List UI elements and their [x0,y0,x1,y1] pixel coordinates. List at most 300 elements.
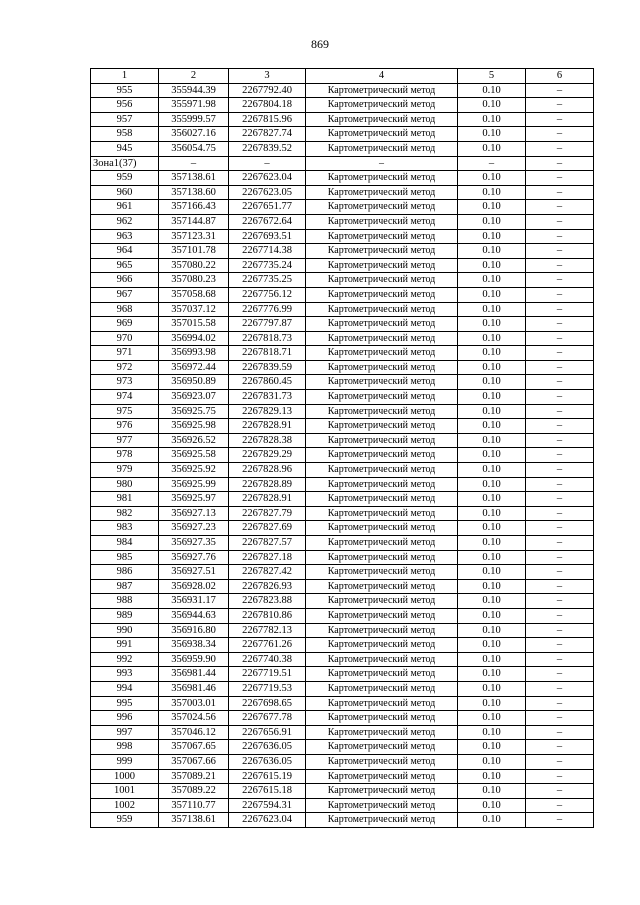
table-row [91,317,594,332]
accuracy-cell: 0.10 [458,608,526,623]
table-row [91,156,594,171]
point-number-cell: 969 [91,317,159,332]
x-coordinate-cell: 356994.02 [159,331,229,346]
x-coordinate-cell: 357080.22 [159,258,229,273]
accuracy-cell: 0.10 [458,404,526,419]
y-coordinate-cell: 2267677.78 [229,711,306,726]
header-cell: 2 [159,69,229,84]
y-coordinate-cell: 2267594.31 [229,798,306,813]
x-coordinate-cell: 356054.75 [159,141,229,156]
x-coordinate-cell: 355971.98 [159,98,229,113]
note-cell: – [526,784,594,799]
point-number-cell: 963 [91,229,159,244]
point-number-cell: 999 [91,754,159,769]
point-number-cell: 987 [91,579,159,594]
accuracy-cell: 0.10 [458,536,526,551]
note-cell: – [526,273,594,288]
accuracy-cell: 0.10 [458,287,526,302]
table-row [91,404,594,419]
note-cell: – [526,594,594,609]
point-number-cell: 968 [91,302,159,317]
accuracy-cell: 0.10 [458,754,526,769]
x-coordinate-cell: 356981.46 [159,681,229,696]
x-coordinate-cell: 355944.39 [159,83,229,98]
accuracy-cell: 0.10 [458,302,526,317]
note-cell: – [526,244,594,259]
x-coordinate-cell: 356925.92 [159,463,229,478]
y-coordinate-cell: 2267810.86 [229,608,306,623]
accuracy-cell: 0.10 [458,200,526,215]
method-cell: Картометрический метод [306,565,458,580]
point-number-cell: 957 [91,112,159,127]
point-number-cell: 974 [91,390,159,405]
x-coordinate-cell: 356925.98 [159,419,229,434]
table-row [91,477,594,492]
y-coordinate-cell: 2267827.42 [229,565,306,580]
method-cell: Картометрический метод [306,769,458,784]
note-cell: – [526,127,594,142]
method-cell: Картометрический метод [306,346,458,361]
table-row [91,258,594,273]
accuracy-cell: 0.10 [458,448,526,463]
table-row [91,521,594,536]
point-number-cell: 975 [91,404,159,419]
x-coordinate-cell: 357101.78 [159,244,229,259]
point-number-cell: 955 [91,83,159,98]
x-coordinate-cell: 357110.77 [159,798,229,813]
x-coordinate-cell: 357080.23 [159,273,229,288]
page-number: 869 [311,37,329,51]
point-number-cell: 991 [91,638,159,653]
method-cell: Картометрический метод [306,185,458,200]
accuracy-cell: 0.10 [458,141,526,156]
accuracy-cell: 0.10 [458,725,526,740]
accuracy-cell: 0.10 [458,638,526,653]
y-coordinate-cell: 2267719.51 [229,667,306,682]
point-number-cell: 990 [91,623,159,638]
table-row [91,244,594,259]
accuracy-cell: 0.10 [458,652,526,667]
method-cell: Картометрический метод [306,258,458,273]
y-coordinate-cell: 2267623.04 [229,813,306,828]
table-row [91,681,594,696]
y-coordinate-cell: 2267828.91 [229,419,306,434]
method-cell: Картометрический метод [306,433,458,448]
table-row [91,302,594,317]
point-number-cell: 995 [91,696,159,711]
method-cell: Картометрический метод [306,740,458,755]
point-number-cell: 972 [91,360,159,375]
method-cell: Картометрический метод [306,244,458,259]
note-cell: – [526,579,594,594]
x-coordinate-cell: 357037.12 [159,302,229,317]
note-cell: – [526,550,594,565]
note-cell: – [526,463,594,478]
y-coordinate-cell: 2267615.18 [229,784,306,799]
table-row [91,229,594,244]
x-coordinate-cell: 356926.52 [159,433,229,448]
note-cell: – [526,652,594,667]
table-row [91,740,594,755]
accuracy-cell: 0.10 [458,229,526,244]
note-cell: – [526,798,594,813]
table-row [91,798,594,813]
accuracy-cell: 0.10 [458,433,526,448]
note-cell: – [526,521,594,536]
note-cell: – [526,623,594,638]
method-cell: Картометрический метод [306,127,458,142]
note-cell: – [526,681,594,696]
note-cell: – [526,506,594,521]
note-cell: – [526,419,594,434]
y-coordinate-cell: 2267839.59 [229,360,306,375]
point-number-cell: 976 [91,419,159,434]
y-coordinate-cell: 2267827.18 [229,550,306,565]
method-cell: Картометрический метод [306,725,458,740]
x-coordinate-cell: 356927.51 [159,565,229,580]
table-row [91,375,594,390]
note-cell: – [526,229,594,244]
note-cell: – [526,171,594,186]
y-coordinate-cell: 2267615.19 [229,769,306,784]
note-cell: – [526,813,594,828]
accuracy-cell: 0.10 [458,360,526,375]
method-cell: Картометрический метод [306,667,458,682]
table-row [91,273,594,288]
method-cell: Картометрический метод [306,390,458,405]
point-number-cell: 964 [91,244,159,259]
y-coordinate-cell: 2267656.91 [229,725,306,740]
y-coordinate-cell: 2267828.89 [229,477,306,492]
table-row [91,98,594,113]
accuracy-cell: 0.10 [458,375,526,390]
point-number-cell: 1002 [91,798,159,813]
x-coordinate-cell: 357138.60 [159,185,229,200]
point-number-cell: 959 [91,171,159,186]
point-number-cell: 960 [91,185,159,200]
point-number-cell: 958 [91,127,159,142]
x-coordinate-cell: 356927.76 [159,550,229,565]
table-row [91,492,594,507]
accuracy-cell: 0.10 [458,419,526,434]
table-row [91,594,594,609]
x-coordinate-cell: 356925.58 [159,448,229,463]
y-coordinate-cell: 2267714.38 [229,244,306,259]
x-coordinate-cell: – [159,156,229,171]
method-cell: Картометрический метод [306,331,458,346]
y-coordinate-cell: 2267815.96 [229,112,306,127]
method-cell: Картометрический метод [306,287,458,302]
table-row [91,565,594,580]
accuracy-cell: 0.10 [458,565,526,580]
y-coordinate-cell: 2267818.73 [229,331,306,346]
y-coordinate-cell: 2267828.91 [229,492,306,507]
note-cell: – [526,346,594,361]
y-coordinate-cell: 2267782.13 [229,623,306,638]
table-row [91,754,594,769]
point-number-cell: 984 [91,536,159,551]
accuracy-cell: 0.10 [458,244,526,259]
point-number-cell: 988 [91,594,159,609]
table-row [91,214,594,229]
method-cell: Картометрический метод [306,813,458,828]
y-coordinate-cell: 2267860.45 [229,375,306,390]
method-cell: Картометрический метод [306,696,458,711]
point-number-cell: 980 [91,477,159,492]
point-number-cell: 977 [91,433,159,448]
accuracy-cell: 0.10 [458,346,526,361]
accuracy-cell: 0.10 [458,550,526,565]
method-cell: Картометрический метод [306,608,458,623]
accuracy-cell: 0.10 [458,594,526,609]
table-row [91,623,594,638]
accuracy-cell: – [458,156,526,171]
table-row [91,390,594,405]
accuracy-cell: 0.10 [458,112,526,127]
y-coordinate-cell: 2267839.52 [229,141,306,156]
header-cell: 6 [526,69,594,84]
accuracy-cell: 0.10 [458,390,526,405]
method-cell: Картометрический метод [306,754,458,769]
note-cell: – [526,112,594,127]
y-coordinate-cell: 2267776.99 [229,302,306,317]
point-number-cell: 992 [91,652,159,667]
method-cell: Картометрический метод [306,419,458,434]
point-number-cell: 1000 [91,769,159,784]
method-cell: Картометрический метод [306,623,458,638]
accuracy-cell: 0.10 [458,185,526,200]
x-coordinate-cell: 357089.22 [159,784,229,799]
point-number-cell: 982 [91,506,159,521]
table-row [91,127,594,142]
accuracy-cell: 0.10 [458,258,526,273]
x-coordinate-cell: 356981.44 [159,667,229,682]
table-row [91,171,594,186]
table-row [91,112,594,127]
x-coordinate-cell: 356927.13 [159,506,229,521]
point-number-cell: 961 [91,200,159,215]
x-coordinate-cell: 356925.75 [159,404,229,419]
method-cell: Картометрический метод [306,98,458,113]
point-number-cell: 970 [91,331,159,346]
method-cell: Картометрический метод [306,711,458,726]
method-cell: Картометрический метод [306,492,458,507]
accuracy-cell: 0.10 [458,127,526,142]
accuracy-cell: 0.10 [458,740,526,755]
table-row [91,419,594,434]
point-number-cell: 956 [91,98,159,113]
x-coordinate-cell: 357166.43 [159,200,229,215]
method-cell: Картометрический метод [306,536,458,551]
note-cell: – [526,608,594,623]
accuracy-cell: 0.10 [458,98,526,113]
point-number-cell: 998 [91,740,159,755]
point-number-cell: 959 [91,813,159,828]
x-coordinate-cell: 357123.31 [159,229,229,244]
x-coordinate-cell: 356959.90 [159,652,229,667]
table-row [91,536,594,551]
y-coordinate-cell: 2267828.38 [229,433,306,448]
note-cell: – [526,433,594,448]
note-cell: – [526,185,594,200]
method-cell: Картометрический метод [306,681,458,696]
accuracy-cell: 0.10 [458,711,526,726]
method-cell: Картометрический метод [306,229,458,244]
point-number-cell: 965 [91,258,159,273]
method-cell: Картометрический метод [306,200,458,215]
accuracy-cell: 0.10 [458,463,526,478]
note-cell: – [526,360,594,375]
table-row [91,784,594,799]
x-coordinate-cell: 357046.12 [159,725,229,740]
y-coordinate-cell: 2267829.13 [229,404,306,419]
y-coordinate-cell: 2267818.71 [229,346,306,361]
accuracy-cell: 0.10 [458,521,526,536]
note-cell: – [526,258,594,273]
note-cell: – [526,448,594,463]
accuracy-cell: 0.10 [458,171,526,186]
method-cell: Картометрический метод [306,404,458,419]
point-number-cell: 945 [91,141,159,156]
method-cell: Картометрический метод [306,83,458,98]
note-cell: – [526,696,594,711]
method-cell: Картометрический метод [306,784,458,799]
point-number-cell: 978 [91,448,159,463]
method-cell: Картометрический метод [306,638,458,653]
method-cell: Картометрический метод [306,798,458,813]
method-cell: Картометрический метод [306,579,458,594]
y-coordinate-cell: 2267826.93 [229,579,306,594]
accuracy-cell: 0.10 [458,667,526,682]
y-coordinate-cell: 2267735.24 [229,258,306,273]
x-coordinate-cell: 356923.07 [159,390,229,405]
point-number-cell: 971 [91,346,159,361]
x-coordinate-cell: 356925.99 [159,477,229,492]
y-coordinate-cell: 2267735.25 [229,273,306,288]
y-coordinate-cell: 2267719.53 [229,681,306,696]
method-cell: – [306,156,458,171]
method-cell: Картометрический метод [306,594,458,609]
table-row [91,287,594,302]
table-row [91,448,594,463]
x-coordinate-cell: 357067.66 [159,754,229,769]
table-row [91,667,594,682]
y-coordinate-cell: 2267756.12 [229,287,306,302]
note-cell: – [526,83,594,98]
y-coordinate-cell: 2267797.87 [229,317,306,332]
method-cell: Картометрический метод [306,506,458,521]
method-cell: Картометрический метод [306,463,458,478]
accuracy-cell: 0.10 [458,784,526,799]
point-number-cell: 1001 [91,784,159,799]
table-row [91,360,594,375]
table-row [91,638,594,653]
x-coordinate-cell: 356944.63 [159,608,229,623]
point-number-cell: 985 [91,550,159,565]
note-cell: – [526,769,594,784]
table-row [91,185,594,200]
accuracy-cell: 0.10 [458,681,526,696]
x-coordinate-cell: 356993.98 [159,346,229,361]
y-coordinate-cell: 2267792.40 [229,83,306,98]
table-row [91,550,594,565]
y-coordinate-cell: 2267651.77 [229,200,306,215]
accuracy-cell: 0.10 [458,273,526,288]
point-number-cell: 986 [91,565,159,580]
note-cell: – [526,390,594,405]
point-number-cell: Зона1(37) [91,156,159,171]
y-coordinate-cell: 2267831.73 [229,390,306,405]
method-cell: Картометрический метод [306,521,458,536]
accuracy-cell: 0.10 [458,317,526,332]
y-coordinate-cell: 2267761.26 [229,638,306,653]
point-number-cell: 973 [91,375,159,390]
accuracy-cell: 0.10 [458,214,526,229]
point-number-cell: 966 [91,273,159,288]
accuracy-cell: 0.10 [458,492,526,507]
x-coordinate-cell: 356950.89 [159,375,229,390]
note-cell: – [526,375,594,390]
note-cell: – [526,302,594,317]
method-cell: Картометрический метод [306,360,458,375]
table-row [91,711,594,726]
accuracy-cell: 0.10 [458,769,526,784]
table-row [91,769,594,784]
x-coordinate-cell: 357138.61 [159,813,229,828]
method-cell: Картометрический метод [306,273,458,288]
y-coordinate-cell: 2267623.04 [229,171,306,186]
y-coordinate-cell: 2267804.18 [229,98,306,113]
x-coordinate-cell: 357015.58 [159,317,229,332]
point-number-cell: 981 [91,492,159,507]
table-row [91,813,594,828]
note-cell: – [526,536,594,551]
y-coordinate-cell: 2267827.57 [229,536,306,551]
note-cell: – [526,638,594,653]
table-row [91,83,594,98]
note-cell: – [526,725,594,740]
point-number-cell: 997 [91,725,159,740]
method-cell: Картометрический метод [306,375,458,390]
note-cell: – [526,667,594,682]
point-number-cell: 996 [91,711,159,726]
y-coordinate-cell: 2267636.05 [229,754,306,769]
x-coordinate-cell: 357003.01 [159,696,229,711]
accuracy-cell: 0.10 [458,506,526,521]
point-number-cell: 979 [91,463,159,478]
header-cell: 1 [91,69,159,84]
y-coordinate-cell: 2267740.38 [229,652,306,667]
note-cell: – [526,492,594,507]
x-coordinate-cell: 356931.17 [159,594,229,609]
header-cell: 4 [306,69,458,84]
y-coordinate-cell: 2267828.96 [229,463,306,478]
x-coordinate-cell: 357024.56 [159,711,229,726]
accuracy-cell: 0.10 [458,813,526,828]
y-coordinate-cell: 2267623.05 [229,185,306,200]
table-row [91,433,594,448]
note-cell: – [526,156,594,171]
note-cell: – [526,711,594,726]
x-coordinate-cell: 356027.16 [159,127,229,142]
accuracy-cell: 0.10 [458,477,526,492]
table-body [91,83,594,827]
point-number-cell: 989 [91,608,159,623]
x-coordinate-cell: 357058.68 [159,287,229,302]
note-cell: – [526,754,594,769]
header-cell: 3 [229,69,306,84]
x-coordinate-cell: 356916.80 [159,623,229,638]
